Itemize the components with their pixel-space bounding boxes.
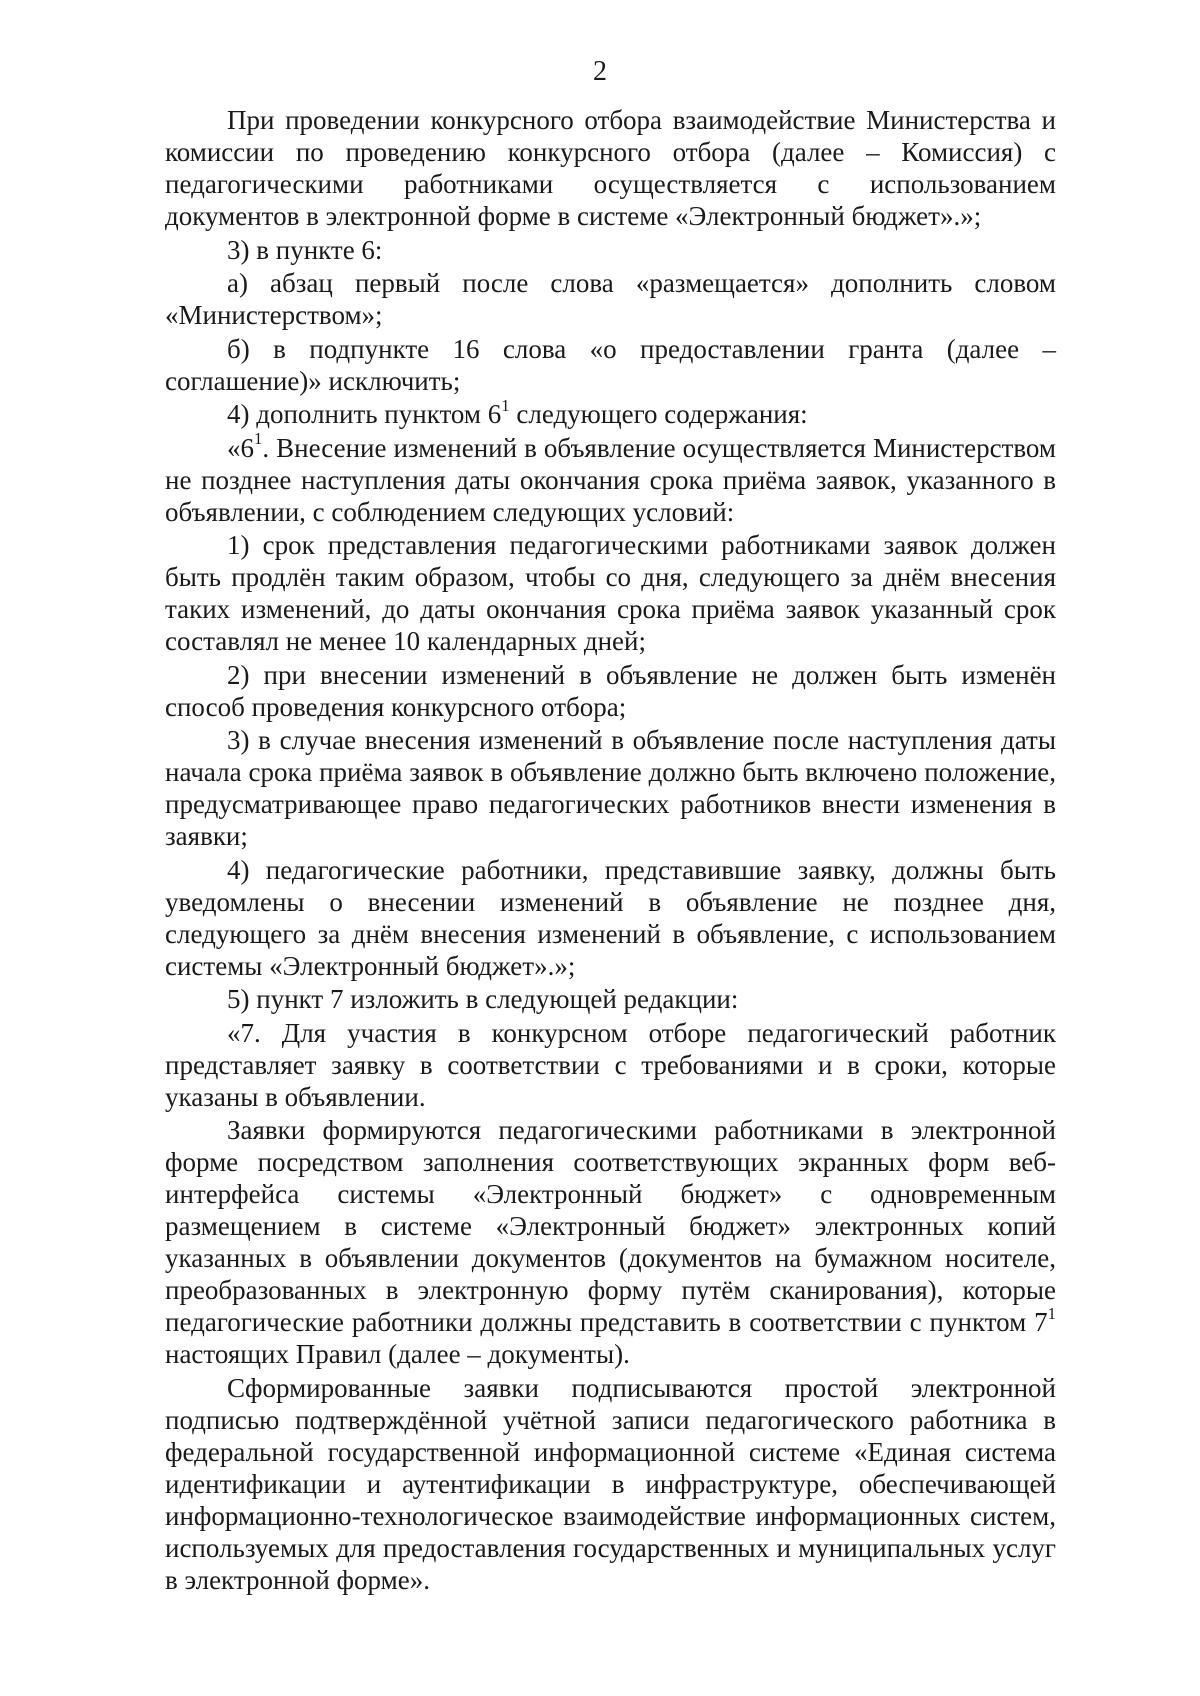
page-number: 2 — [593, 56, 607, 87]
paragraph: 3) в пункте 6: — [227, 234, 383, 265]
paragraph: 4) дополнить пунктом $6^1$ следующего содержания: — [227, 395, 808, 429]
paragraph: «7. Для участия в конкурсном отборе педагогический работник представляет заявку в соответствии с требованиями и в сроки, которые указаны в объявлении. — [165, 1017, 1056, 1112]
paragraph: Сформированные заявки подписываются простой электронной подписью подтверждённой учётной записи педагогического работника в федеральной государственной информационной системе «Единая система идентификации и аутентификации в инфраструктуре, обеспечивающей информационно-технологическое взаимодействие информационных систем, используемых для предоставления государственных и муниципальных услуг в электронной форме». — [165, 1372, 1056, 1595]
paragraph: 1) срок представления педагогическими работниками заявок должен быть продлён таким образом, чтобы со дня, следующего за днём внесения таких изменений, до даты окончания срока приёма заявок указанный срок составлял не менее 10 календарных дней; — [165, 530, 1056, 656]
document-body — [165, 104, 1056, 1597]
paragraph: 2) при внесении изменений в объявление не должен быть изменён способ проведения конкурсного отбора; — [165, 659, 1056, 722]
paragraph: 5) пункт 7 изложить в следующей редакции: — [227, 984, 739, 1014]
superscript: 1 — [254, 429, 263, 448]
paragraph: а) абзац первый после слова «размещается» дополнить словом «Министерством»; — [165, 268, 1056, 330]
paragraph: 3) в случае внесения изменений в объявление после наступления даты начала срока приёма заявок в объявление должно быть включено положение, предусматривающее право педагогических работников внести изменения в заявки; — [165, 725, 1056, 851]
superscript: 1 — [1047, 1303, 1056, 1323]
paragraph: «$6^1$. Внесение изменений в объявление осуществляется Министерством не позднее наступления даты окончания срока приёма заявок, указанного в объявлении, с соблюдением следующих условий: — [165, 429, 1056, 527]
paragraph: 4) педагогические работники, представившие заявку, должны быть уведомлены о внесении изменений в объявление не позднее дня, следующего за днём внесения изменений в объявление, с использованием системы «Электронный бюджет».»; — [165, 854, 1056, 981]
paragraph: Заявки формируются педагогическими работниками в электронной форме посредством заполнения соответствующих экранных форм веб-интерфейса системы «Электронный бюджет» с одновременным размещением в системе «Электронный бюджет» электронных копий указанных в объявлении документов (документов на бумажном носителе, преобразованных в электронную форму путём сканирования), которые педагогические работники должны представить в соответствии с пунктом $7^1$ настоящих Правил (далее – документы). — [165, 1115, 1056, 1369]
paragraph: б) в подпункте 16 слова «о предоставлении гранта (далее – соглашение)» исключить; — [165, 333, 1056, 396]
paragraph: При проведении конкурсного отбора взаимодействие Министерства и комиссии по проведению конкурсного отбора (далее – Комиссия) с педагогическими работниками осуществляется с использованием документов в электронной форме в системе «Электронный бюджет».»; — [165, 105, 1056, 231]
superscript: 1 — [501, 395, 510, 415]
